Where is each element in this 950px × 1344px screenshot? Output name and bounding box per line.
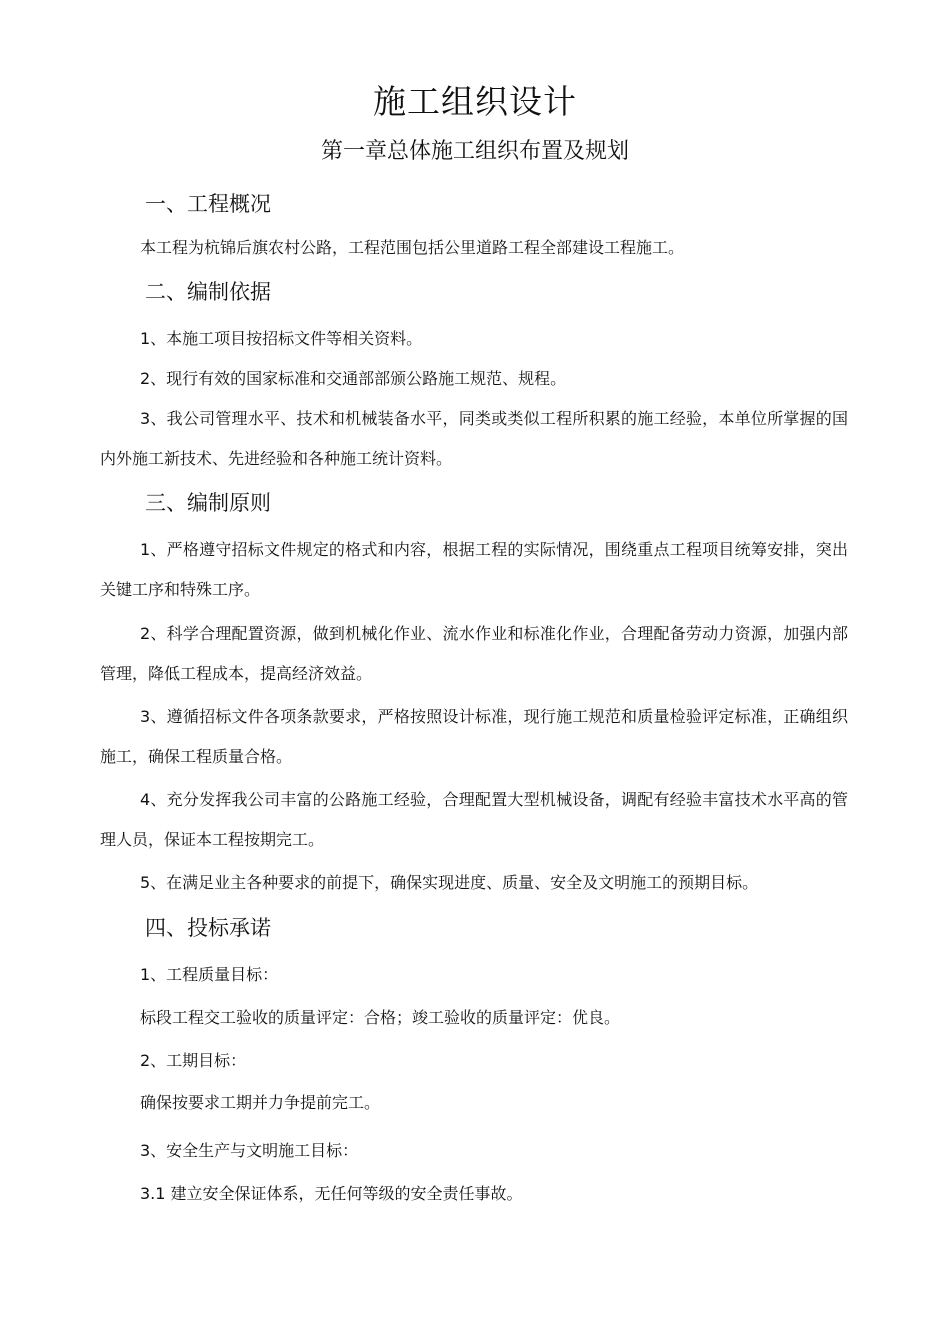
paragraph-principle-4: 4、充分发挥我公司丰富的公路施工经验，合理配置大型机械设备，调配有经验丰富技术水平高的管理人员，保证本工程按期完工。 <box>100 790 848 849</box>
chapter-title: 第一章总体施工组织布置及规划 <box>320 139 629 164</box>
paragraph-basis-3: 3、我公司管理水平、技术和机械装备水平，同类或类似工程所积累的施工经验，本单位所掌握的国内外施工新技术、先进经验和各种施工统计资料。 <box>100 409 848 468</box>
paragraph-commitment-4: 确保按要求工期并力争提前完工。 <box>140 1093 381 1112</box>
paragraph-commitment-6: 3.1 建立安全保证体系，无任何等级的安全责任事故。 <box>140 1184 523 1203</box>
section-heading-basis: 二、编制依据 <box>145 280 271 304</box>
document-title: 施工组织设计 <box>373 82 577 121</box>
section-heading-principles: 三、编制原则 <box>145 491 271 515</box>
paragraph-principle-3: 3、遵循招标文件各项条款要求，严格按照设计标准，现行施工规范和质量检验评定标准，正确组织施工，确保工程质量合格。 <box>100 707 848 766</box>
section-heading-overview: 一、工程概况 <box>145 192 271 216</box>
paragraph-basis-2: 2、现行有效的国家标准和交通部部颁公路施工规范、规程。 <box>140 369 567 388</box>
paragraph-commitment-1: 1、工程质量目标： <box>140 965 279 984</box>
paragraph-commitment-3: 2、工期目标： <box>140 1051 247 1070</box>
paragraph-principle-5: 5、在满足业主各种要求的前提下，确保实现进度、质量、安全及文明施工的预期目标。 <box>140 873 759 892</box>
paragraph-commitment-2: 标段工程交工验收的质量评定：合格；竣工验收的质量评定：优良。 <box>140 1008 621 1027</box>
paragraph-commitment-5: 3、安全生产与文明施工目标： <box>140 1141 359 1160</box>
section-heading-commitment: 四、投标承诺 <box>145 916 271 940</box>
paragraph-principle-1: 1、严格遵守招标文件规定的格式和内容，根据工程的实际情况，围绕重点工程项目统筹安排，突出关键工序和特殊工序。 <box>100 540 848 599</box>
paragraph-principle-2: 2、科学合理配置资源，做到机械化作业、流水作业和标准化作业，合理配备劳动力资源，加强内部管理，降低工程成本，提高经济效益。 <box>100 624 848 683</box>
paragraph-basis-1: 1、本施工项目按招标文件等相关资料。 <box>140 329 423 348</box>
paragraph-overview: 本工程为杭锦后旗农村公路，工程范围包括公里道路工程全部建设工程施工。 <box>140 238 685 257</box>
